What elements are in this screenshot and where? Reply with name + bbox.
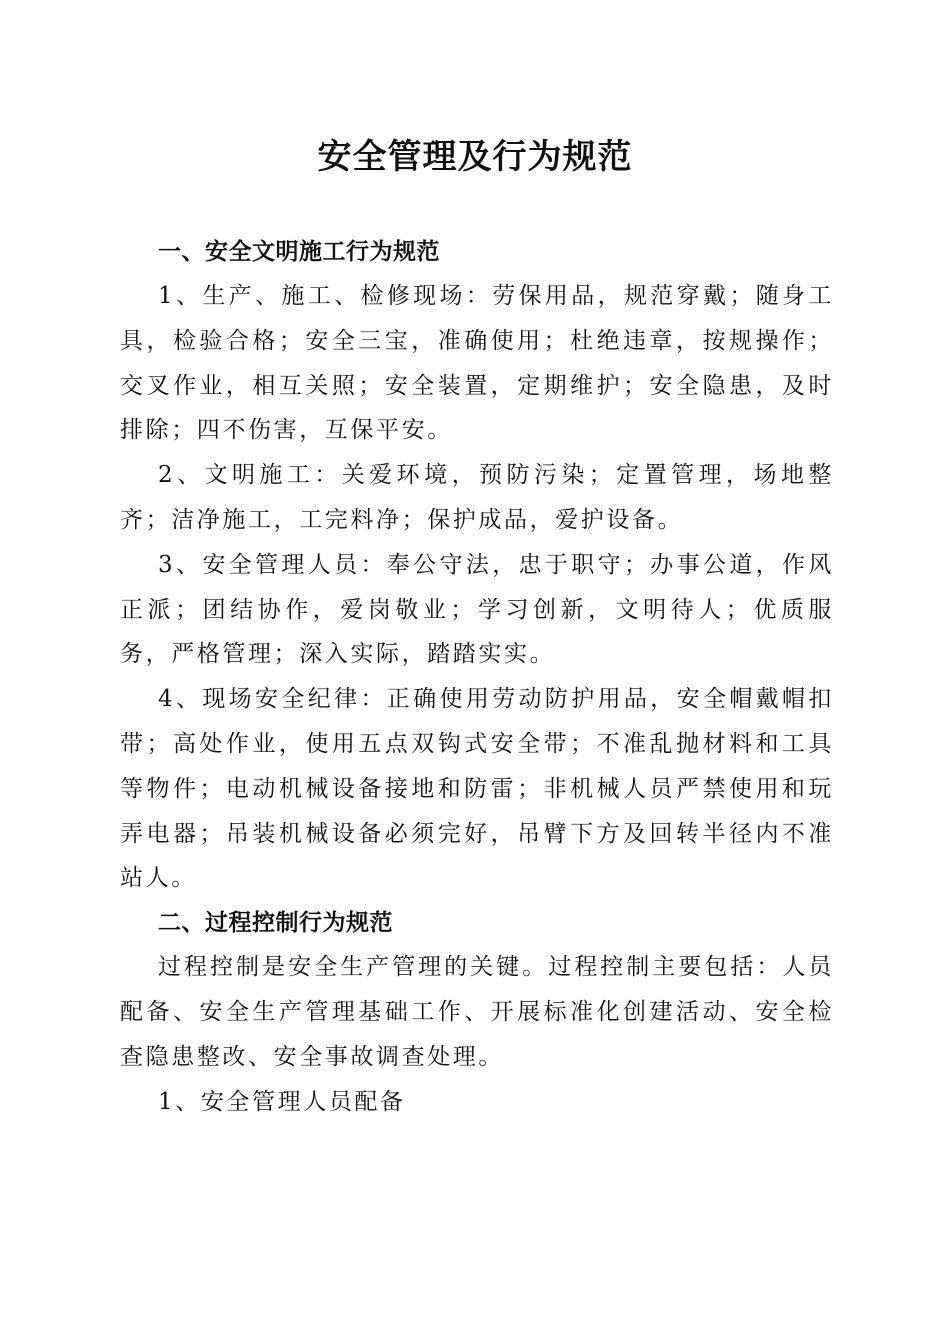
section-1-heading: 一、安全文明施工行为规范 bbox=[158, 239, 440, 265]
document-body bbox=[120, 230, 834, 1124]
section-1-item-2: 2、文明施工：关爱环境，预防污染；定置管理，场地整齐；洁净施工，工完料净；保护成品，爱护设备。 bbox=[120, 462, 834, 533]
document-title: 安全管理及行为规范 bbox=[317, 137, 633, 177]
section-1-item-3: 3、安全管理人员：奉公守法，忠于职守；办事公道，作风正派；团结协作，爱岗敬业；学习创新，文明待人；优质服务，严格管理；深入实际，踏踏实实。 bbox=[120, 551, 834, 668]
section-2-heading: 二、过程控制行为规范 bbox=[158, 910, 393, 937]
section-2-sub-1: 1、安全管理人员配备 bbox=[158, 1088, 406, 1115]
section-2-intro: 过程控制是安全生产管理的关键。过程控制主要包括：人员配备、安全生产管理基础工作、开展标准化创建活动、安全检查隐患整改、安全事故调查处理。 bbox=[120, 954, 834, 1070]
section-1-item-4: 4、现场安全纪律：正确使用劳动防护用品，安全帽戴帽扣带；高处作业，使用五点双钩式安全带；不准乱抛材料和工具等物件；电动机械设备接地和防雷；非机械人员严禁使用和玩弄电器；吊装机械设备必须完好，吊臂下方及回转半径内不准站人。 bbox=[120, 686, 834, 892]
section-1-item-1: 1、生产、施工、检修现场：劳保用品，规范穿戴；随身工具，检验合格；安全三宝，准确使用；杜绝违章，按规操作；交叉作业，相互关照；安全装置，定期维护；安全隐患，及时排除；四不伤害，互保平安。 bbox=[120, 283, 834, 444]
